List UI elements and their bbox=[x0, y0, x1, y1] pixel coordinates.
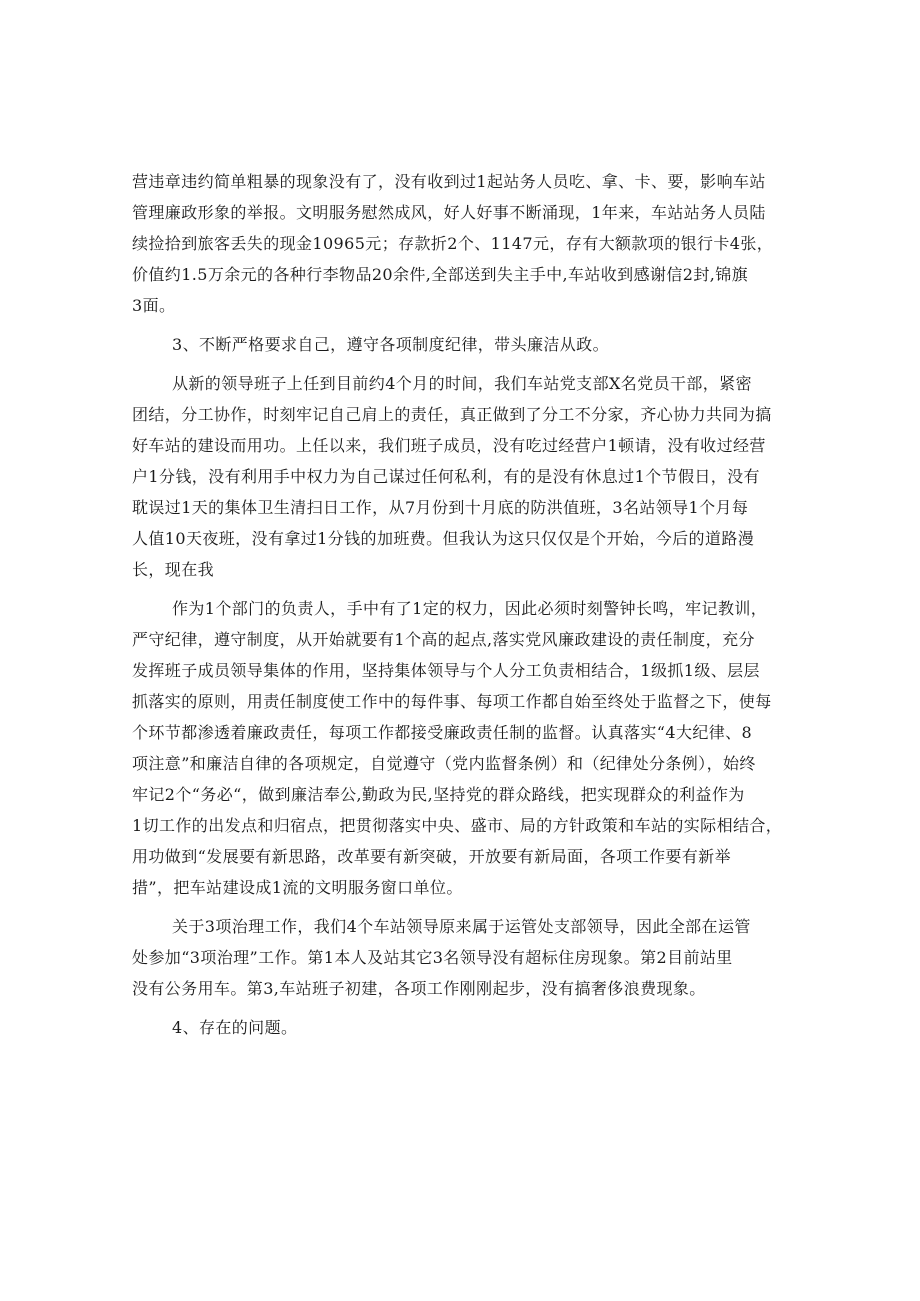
text-line: 作为1个部门的负责人，手中有了1定的权力，因此必须时刻警钟长鸣，牢记教训， bbox=[172, 599, 768, 618]
text-line: 营违章违约简单粗暴的现象没有了，没有收到过1起站务人员吃、拿、卡、要，影响车站 bbox=[132, 172, 766, 191]
paragraph-responsibility bbox=[132, 593, 792, 903]
text-line: 处参加“3项治理”工作。第1本人及站其它3名领导没有超标住房现象。第2目前站里 bbox=[132, 948, 733, 967]
text-line: 抓落实的原则，用责任制度使工作中的每件事、每项工作都自始至终处于监督之下，使每 bbox=[132, 692, 772, 711]
text-line: 发挥班子成员领导集体的作用，坚持集体领导与个人分工负责相结合，1级抓1级、层层 bbox=[132, 661, 760, 680]
text-line: 管理廉政形象的举报。文明服务慰然成风，好人好事不断涌现，1年来，车站站务人员陆 bbox=[132, 203, 766, 222]
text-line: 4、存在的问题。 bbox=[172, 1018, 298, 1037]
text-line: 关于3项治理工作，我们4个车站领导原来属于运管处支部领导，因此全部在运管 bbox=[172, 917, 751, 936]
paragraph-continuation bbox=[132, 166, 792, 321]
text-line: 人值10天夜班，没有拿过1分钱的加班费。但我认为这只仅仅是个开始，今后的道路漫 bbox=[132, 529, 755, 548]
text-line: 3面。 bbox=[132, 296, 176, 315]
text-line: 用功做到“发展要有新思路，改革要有新突破，开放要有新局面，各项工作要有新举 bbox=[132, 847, 731, 866]
text-line: 户1分钱，没有利用手中权力为自己谋过任何私利，有的是没有休息过1个节假日，没有 bbox=[132, 467, 760, 486]
paragraph-leadership bbox=[132, 368, 792, 585]
text-line: 项注意”和廉洁自律的各项规定，自觉遵守（党内监督条例）和（纪律处分条例），始终 bbox=[132, 754, 756, 773]
document-body bbox=[132, 166, 792, 1043]
section-heading-4 bbox=[132, 1012, 792, 1043]
text-line: 严守纪律，遵守制度，从开始就要有1个高的起点,落实党风廉政建设的责任制度，充分 bbox=[132, 630, 755, 649]
text-line: 个环节都渗透着廉政责任，每项工作都接受廉政责任制的监督。认真落实“4大纪律、8 bbox=[132, 723, 753, 742]
text-line: 价值约1.5万余元的各种行李物品20余件,全部送到失主手中,车站收到感谢信2封,锦旗 bbox=[132, 265, 749, 284]
text-line: 从新的领导班子上任到目前约4个月的时间，我们车站党支部X名党员干部，紧密 bbox=[172, 374, 752, 393]
text-line: 好车站的建设而用功。上任以来，我们班子成员，没有吃过经营户1顿请，没有收过经营 bbox=[132, 436, 766, 455]
text-line: 续捡拾到旅客丢失的现金10965元；存款折2个、1147元，存有大额款项的银行卡4张， bbox=[132, 234, 774, 253]
paragraph-three-governance bbox=[132, 911, 792, 1004]
text-line: 没有公务用车。第3,车站班子初建，各项工作刚刚起步，没有搞奢侈浪费现象。 bbox=[132, 979, 706, 998]
text-line: 措”，把车站建设成1流的文明服务窗口单位。 bbox=[132, 878, 463, 897]
text-line: 牢记2个“务必“，做到廉洁奉公,勤政为民,坚持党的群众路线，把实现群众的利益作为 bbox=[132, 785, 745, 804]
text-line: 长，现在我 bbox=[132, 560, 215, 579]
text-line: 1切工作的出发点和归宿点，把贯彻落实中央、盛市、局的方针政策和车站的实际相结合， bbox=[132, 816, 783, 835]
text-line: 团结，分工协作，时刻牢记自己肩上的责任，真正做到了分工不分家，齐心协力共同为搞 bbox=[132, 405, 772, 424]
text-line: 耽误过1天的集体卫生清扫日工作，从7月份到十月底的防洪值班，3名站领导1个月每 bbox=[132, 498, 749, 517]
section-heading-3 bbox=[132, 329, 792, 360]
text-line: 3、不断严格要求自己，遵守各项制度纪律，带头廉洁从政。 bbox=[172, 335, 609, 354]
